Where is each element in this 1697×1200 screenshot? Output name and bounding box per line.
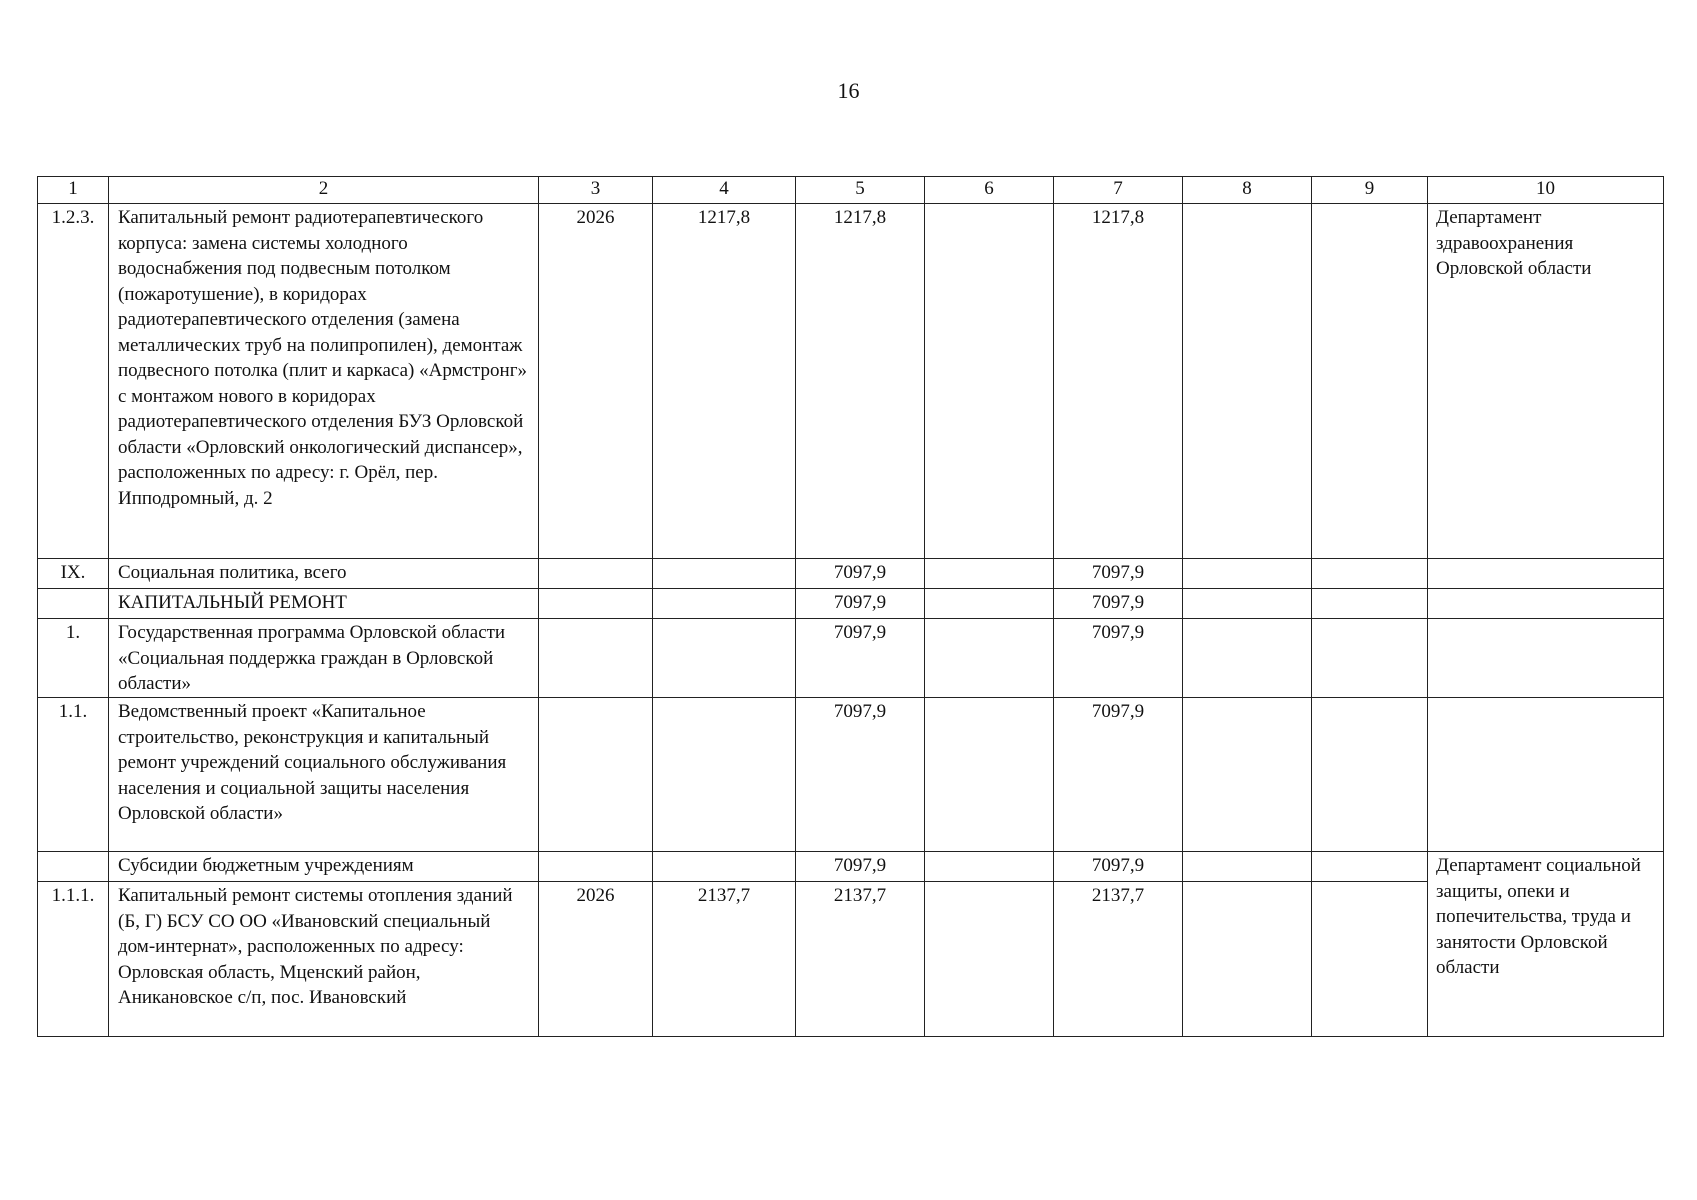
cell-col8 <box>1183 698 1312 852</box>
cell-col7: 1217,8 <box>1054 204 1183 559</box>
row-name: Государственная программа Орловской области «Социальная поддержка граждан в Орловской области» <box>109 619 539 698</box>
cell-col6 <box>925 619 1054 698</box>
cell-col9 <box>1312 204 1428 559</box>
table-row <box>38 204 1664 559</box>
cell-col6 <box>925 589 1054 619</box>
cell-col4: 2137,7 <box>653 882 796 1037</box>
responsible-department <box>1428 589 1664 619</box>
row-name: Ведомственный проект «Капитальное строительство, реконструкция и капитальный ремонт учреждений социального обслуживания населения и социальной защиты населения Орловской области» <box>109 698 539 852</box>
cell-col6 <box>925 852 1054 882</box>
page-number: 16 <box>837 78 860 103</box>
row-number: 1. <box>38 619 109 698</box>
col-header-9: 9 <box>1312 177 1428 204</box>
cell-col3: 2026 <box>539 882 653 1037</box>
cell-col5: 7097,9 <box>796 589 925 619</box>
cell-col7: 7097,9 <box>1054 619 1183 698</box>
cell-col9 <box>1312 559 1428 589</box>
row-name: Субсидии бюджетным учреждениям <box>109 852 539 882</box>
cell-col5: 7097,9 <box>796 559 925 589</box>
cell-col9 <box>1312 619 1428 698</box>
cell-col4: 1217,8 <box>653 204 796 559</box>
cell-col4 <box>653 589 796 619</box>
budget-table <box>37 176 1664 1037</box>
cell-col8 <box>1183 204 1312 559</box>
col-header-8: 8 <box>1183 177 1312 204</box>
table-row <box>38 852 1664 882</box>
responsible-department <box>1428 698 1664 852</box>
col-header-1: 1 <box>38 177 109 204</box>
cell-col3 <box>539 559 653 589</box>
col-header-3: 3 <box>539 177 653 204</box>
cell-col5: 1217,8 <box>796 204 925 559</box>
cell-col3: 2026 <box>539 204 653 559</box>
cell-col5: 2137,7 <box>796 882 925 1037</box>
cell-col9 <box>1312 882 1428 1037</box>
row-number: IX. <box>38 559 109 589</box>
responsible-department <box>1428 559 1664 589</box>
row-number: 1.1. <box>38 698 109 852</box>
cell-col9 <box>1312 698 1428 852</box>
col-header-6: 6 <box>925 177 1054 204</box>
cell-col6 <box>925 698 1054 852</box>
cell-col7: 2137,7 <box>1054 882 1183 1037</box>
cell-col5: 7097,9 <box>796 619 925 698</box>
table-row <box>38 619 1664 698</box>
cell-col8 <box>1183 882 1312 1037</box>
cell-col4 <box>653 698 796 852</box>
cell-col9 <box>1312 852 1428 882</box>
row-number <box>38 852 109 882</box>
cell-col5: 7097,9 <box>796 698 925 852</box>
responsible-department: Департамент здравоохранения Орловской области <box>1428 204 1664 559</box>
cell-col4 <box>653 852 796 882</box>
cell-col4 <box>653 559 796 589</box>
cell-col3 <box>539 589 653 619</box>
col-header-7: 7 <box>1054 177 1183 204</box>
table-row <box>38 698 1664 852</box>
cell-col6 <box>925 882 1054 1037</box>
column-number-row <box>38 177 1664 204</box>
cell-col8 <box>1183 559 1312 589</box>
row-name: Капитальный ремонт радиотерапевтического корпуса: замена системы холодного водоснабжения под подвесным потолком (пожаротушение), в коридорах радиотерапевтического отделения (замена металлических труб на полипропилен), демонтаж подвесного потолка (плит и каркаса) «Армстронг» с монтажом нового в коридорах радиотерапевтического отделения БУЗ Орловской области «Орловский онкологический диспансер», расположенных по адресу: г. Орёл, пер. Ипподромный, д. 2 <box>109 204 539 559</box>
cell-col8 <box>1183 619 1312 698</box>
cell-col7: 7097,9 <box>1054 589 1183 619</box>
row-name: Социальная политика, всего <box>109 559 539 589</box>
cell-col3 <box>539 698 653 852</box>
cell-col8 <box>1183 589 1312 619</box>
cell-col3 <box>539 852 653 882</box>
col-header-5: 5 <box>796 177 925 204</box>
cell-col5: 7097,9 <box>796 852 925 882</box>
responsible-department-merged: Департамент социальной защиты, опеки и попечительства, труда и занятости Орловской области <box>1428 852 1664 1037</box>
table-row <box>38 559 1664 589</box>
cell-col7: 7097,9 <box>1054 852 1183 882</box>
row-number <box>38 589 109 619</box>
row-number: 1.2.3. <box>38 204 109 559</box>
cell-col6 <box>925 204 1054 559</box>
cell-col6 <box>925 559 1054 589</box>
table-row <box>38 589 1664 619</box>
col-header-2: 2 <box>109 177 539 204</box>
cell-col8 <box>1183 852 1312 882</box>
cell-col9 <box>1312 589 1428 619</box>
cell-col3 <box>539 619 653 698</box>
responsible-department <box>1428 619 1664 698</box>
col-header-4: 4 <box>653 177 796 204</box>
cell-col4 <box>653 619 796 698</box>
table-row <box>38 882 1664 1037</box>
row-number: 1.1.1. <box>38 882 109 1037</box>
row-name: КАПИТАЛЬНЫЙ РЕМОНТ <box>109 589 539 619</box>
row-name: Капитальный ремонт системы отопления зданий (Б, Г) БСУ СО ОО «Ивановский специальный дом-интернат», расположенных по адресу: Орловская область, Мценский район, Аникановское с/п, пос. Ивановский <box>109 882 539 1037</box>
cell-col7: 7097,9 <box>1054 698 1183 852</box>
col-header-10: 10 <box>1428 177 1664 204</box>
cell-col7: 7097,9 <box>1054 559 1183 589</box>
